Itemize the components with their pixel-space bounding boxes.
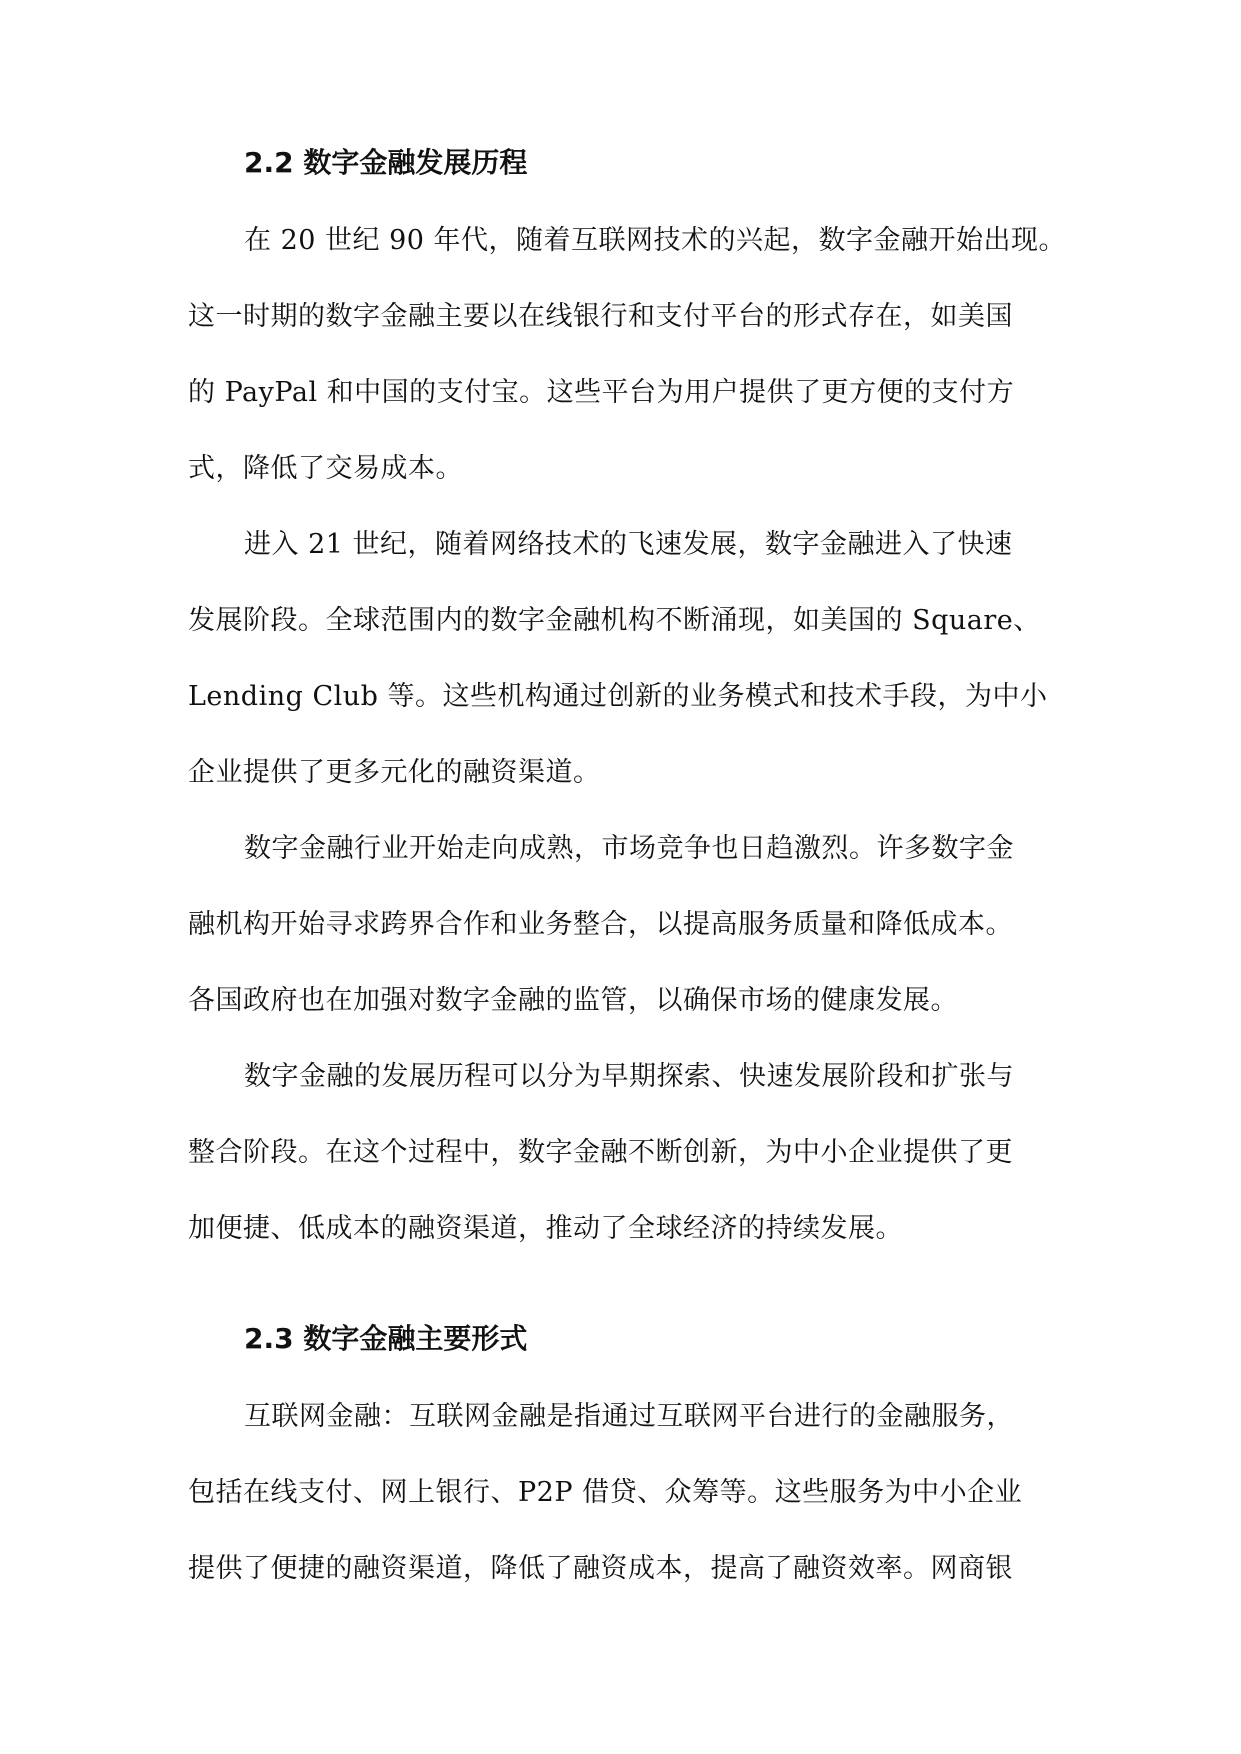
text-line: 包括在线支付、网上银行、P2P 借贷、众筹等。这些服务为中小企业 (188, 1477, 1023, 1508)
text-line: 各国政府也在加强对数字金融的监管，以确保市场的健康发展。 (188, 985, 958, 1016)
text-line: 发展阶段。全球范围内的数字金融机构不断涌现，如美国的 Square、 (188, 605, 1041, 636)
text-line: 企业提供了更多元化的融资渠道。 (188, 757, 601, 788)
text-line: 数字金融行业开始走向成熟，市场竞争也日趋激烈。许多数字金 (244, 833, 1014, 864)
section-spacer (188, 1287, 1068, 1319)
text-line: 提供了便捷的融资渠道，降低了融资成本，提高了融资效率。网商银 (188, 1553, 1013, 1584)
text-line: 数字金融的发展历程可以分为早期探索、快速发展阶段和扩张与 (244, 1061, 1014, 1092)
text-line: 在 20 世纪 90 年代，随着互联网技术的兴起，数字金融开始出现。 (244, 225, 1067, 256)
paragraph-internet-finance (188, 1399, 1068, 1587)
text-line: 的 PayPal 和中国的支付宝。这些平台为用户提供了更方便的支付方 (188, 377, 1015, 408)
text-line: 这一时期的数字金融主要以在线银行和支付平台的形式存在，如美国 (188, 301, 1013, 332)
text-line: 互联网金融：互联网金融是指通过互联网平台进行的金融服务， (244, 1401, 1014, 1432)
text-line: 整合阶段。在这个过程中，数字金融不断创新，为中小企业提供了更 (188, 1137, 1013, 1168)
section-heading-2-2: 2.2 数字金融发展历程 (244, 146, 528, 179)
document-body (188, 143, 1068, 1627)
text-line: 式，降低了交易成本。 (188, 453, 463, 484)
paragraph-early-stage (188, 223, 1068, 487)
section-heading-2-3: 2.3 数字金融主要形式 (244, 1322, 528, 1355)
paragraph-maturity (188, 831, 1068, 1019)
text-line: Lending Club 等。这些机构通过创新的业务模式和技术手段，为中小 (188, 681, 1048, 712)
text-line: 融机构开始寻求跨界合作和业务整合，以提高服务质量和降低成本。 (188, 909, 1013, 940)
text-line: 加便捷、低成本的融资渠道，推动了全球经济的持续发展。 (188, 1213, 903, 1244)
text-line: 进入 21 世纪，随着网络技术的飞速发展，数字金融进入了快速 (244, 529, 1013, 560)
paragraph-rapid-development (188, 527, 1068, 791)
paragraph-summary (188, 1059, 1068, 1247)
